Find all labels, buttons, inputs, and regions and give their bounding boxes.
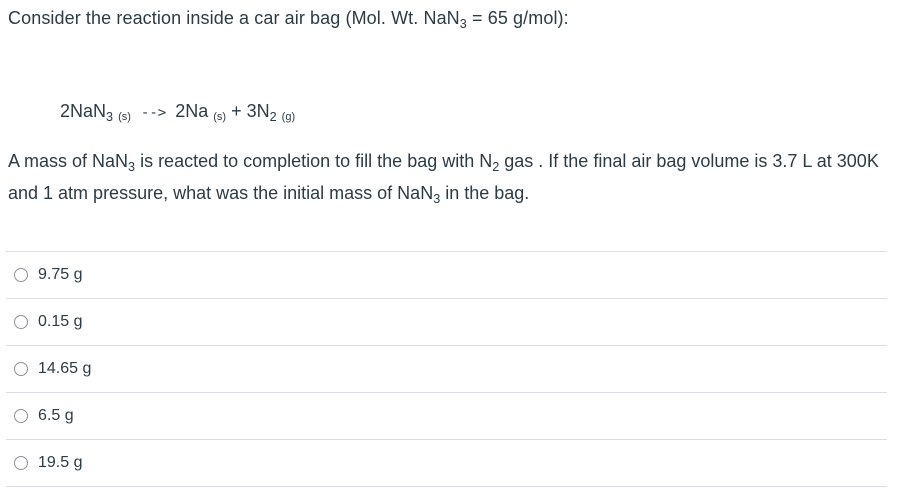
plus-sign: + bbox=[231, 101, 242, 121]
product-sodium-state: (s) bbox=[213, 111, 227, 123]
question-title-subscript: 3 bbox=[459, 17, 467, 31]
question-body-part4: in the bag. bbox=[440, 183, 530, 203]
question-body-part3: gas . If the final air bag volume is 3.7 L at 300K and 1 atm pressure, what was the initial mass of NaN bbox=[8, 151, 879, 203]
question-title-suffix: = 65 g/mol): bbox=[466, 8, 569, 28]
answer-label: 19.5 g bbox=[38, 454, 83, 471]
product-sodium: 2Na bbox=[175, 101, 209, 121]
answer-option[interactable] bbox=[6, 440, 887, 487]
question-body-sub3: 3 bbox=[433, 192, 441, 206]
question-title bbox=[8, 8, 569, 29]
question-body-part2: is reacted to completion to fill the bag with N bbox=[135, 151, 493, 171]
radio-button[interactable] bbox=[14, 268, 28, 282]
reaction-equation bbox=[60, 101, 295, 122]
question-body-sub2: 2 bbox=[492, 160, 500, 174]
radio-button[interactable] bbox=[14, 456, 28, 470]
answer-list bbox=[6, 251, 887, 487]
reaction-arrow: --> bbox=[140, 105, 167, 121]
answer-label: 6.5 g bbox=[38, 407, 74, 424]
radio-button[interactable] bbox=[14, 362, 28, 376]
question-body-part1: A mass of NaN bbox=[8, 151, 129, 171]
reactant: 2NaN bbox=[60, 101, 107, 121]
answer-option[interactable] bbox=[6, 299, 887, 346]
answer-option[interactable] bbox=[6, 346, 887, 393]
reactant-subscript: 3 bbox=[106, 110, 114, 124]
answer-label: 0.15 g bbox=[38, 313, 83, 330]
product-nitrogen-subscript: 2 bbox=[269, 110, 277, 124]
question-body-sub1: 3 bbox=[128, 160, 136, 174]
answer-label: 9.75 g bbox=[38, 266, 83, 283]
reactant-state: (s) bbox=[118, 111, 131, 123]
product-nitrogen: 3N bbox=[246, 101, 270, 121]
product-nitrogen-state: (g) bbox=[281, 111, 296, 123]
radio-button[interactable] bbox=[14, 409, 28, 423]
answer-option[interactable] bbox=[6, 393, 887, 440]
radio-button[interactable] bbox=[14, 315, 28, 329]
answer-option[interactable] bbox=[6, 252, 887, 299]
question-body bbox=[8, 146, 888, 210]
answer-label: 14.65 g bbox=[38, 360, 92, 377]
question-title-prefix: Consider the reaction inside a car air bag (Mol. Wt. NaN bbox=[8, 8, 460, 28]
